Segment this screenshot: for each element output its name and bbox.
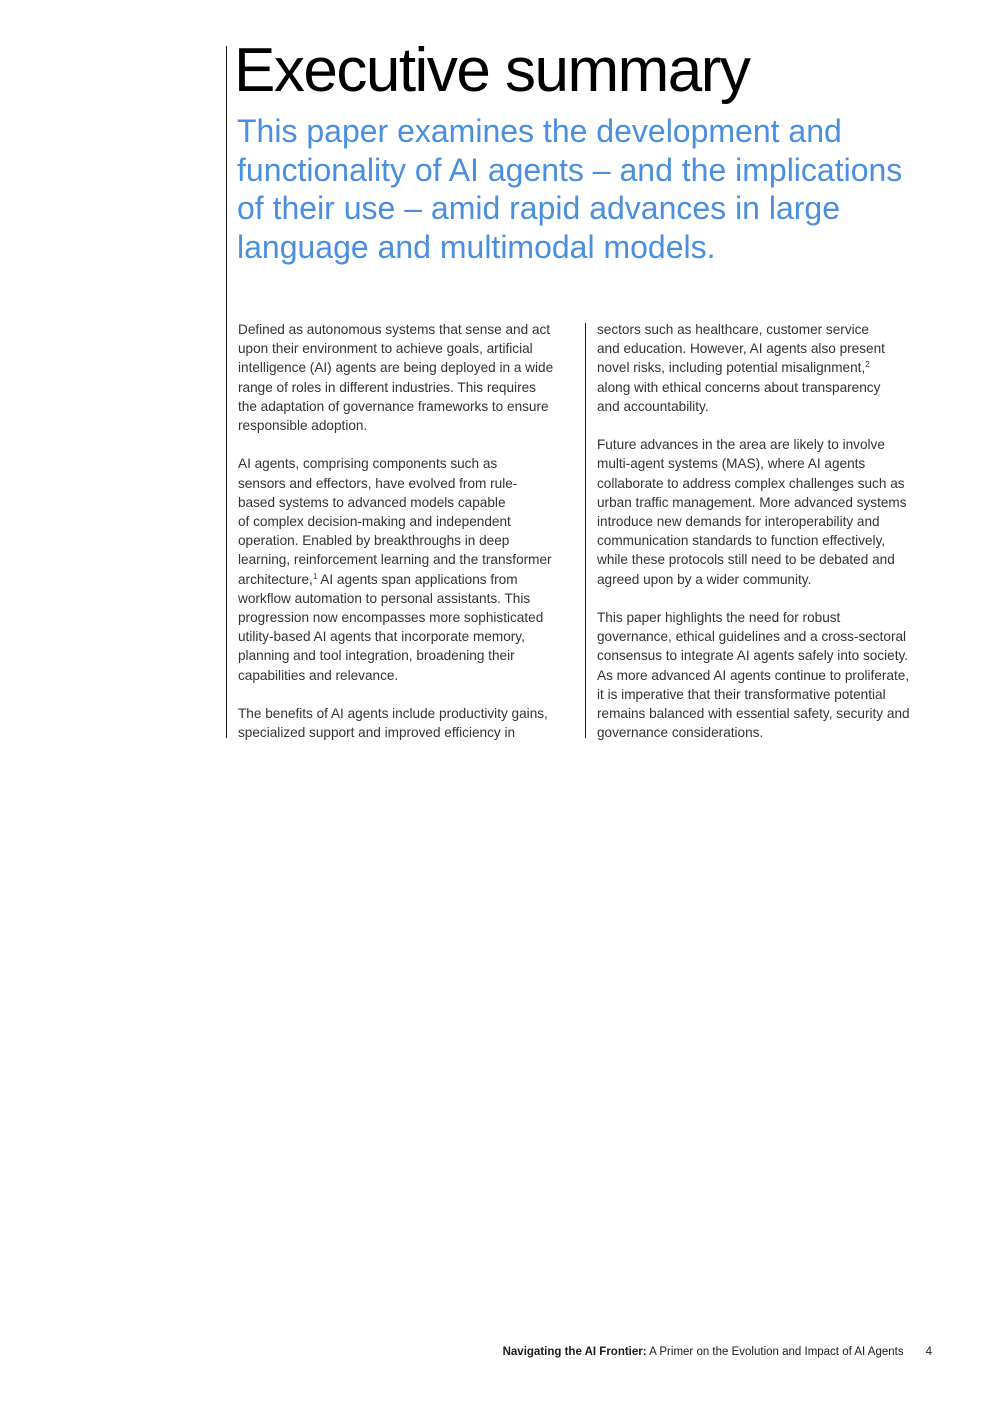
page-number: 4 [925, 1346, 932, 1358]
text-line: of complex decision-making and independent [238, 514, 511, 530]
footer-title-rest: A Primer on the Evolution and Impact of AI Agents [646, 1346, 904, 1358]
text-line: planning and tool integration, broadening their [238, 648, 515, 664]
text-line: capabilities and relevance. [238, 667, 399, 683]
text-line: governance considerations. [597, 725, 764, 741]
text-line: agreed upon by a wider community. [597, 571, 812, 587]
text-line: Future advances in the area are likely to involve [597, 437, 885, 453]
body-column-right [597, 320, 937, 762]
text-fragment: architecture, [238, 571, 313, 587]
text-line: multi-agent systems (MAS), where AI agents [597, 456, 866, 472]
text-line: Defined as autonomous systems that sense and act [238, 322, 551, 337]
text-fragment: novel risks, including potential misalignment, [597, 360, 866, 376]
text-line: The benefits of AI agents include productivity gains, [238, 706, 548, 722]
text-line: communication standards to function effectively, [597, 533, 886, 549]
paragraph-definition [238, 320, 578, 435]
text-fragment: AI agents span applications from [320, 571, 518, 587]
text-line: utility-based AI agents that incorporate memory, [238, 629, 525, 645]
text-line: governance, ethical guidelines and a cross-sectoral [597, 629, 907, 645]
text-line: learning, reinforcement learning and the transformer [238, 552, 552, 568]
left-margin-rule [226, 46, 227, 738]
paragraph-risks [597, 320, 937, 416]
text-line: urban traffic management. More advanced systems [597, 494, 907, 510]
text-line: and education. However, AI agents also present [597, 341, 885, 357]
text-line: based systems to advanced models capable [238, 494, 506, 510]
text-line: range of roles in different industries. This requires [238, 379, 536, 395]
text-line [238, 570, 578, 589]
page-title: Executive summary [234, 36, 750, 105]
footnote-ref-2: 2 [865, 360, 870, 370]
text-line: the adaptation of governance frameworks to ensure [238, 398, 549, 414]
text-line: upon their environment to achieve goals, artificial [238, 341, 533, 357]
text-line: This paper highlights the need for robust [597, 610, 841, 626]
page-footer [503, 1346, 932, 1358]
text-line: it is imperative that their transformative potential [597, 686, 886, 702]
text-line: remains balanced with essential safety, security and [597, 706, 910, 722]
paragraph-benefits [238, 704, 578, 742]
text-line: introduce new demands for interoperability and [597, 514, 880, 530]
text-line: operation. Enabled by breakthroughs in deep [238, 533, 510, 549]
text-line: sectors such as healthcare, customer service [597, 322, 869, 337]
paragraph-conclusion [597, 608, 937, 742]
text-line: along with ethical concerns about transparency [597, 379, 881, 395]
text-line: progression now encompasses more sophisticated [238, 610, 544, 626]
text-line [597, 358, 937, 377]
text-line: As more advanced AI agents continue to proliferate, [597, 667, 910, 683]
column-divider [585, 323, 586, 738]
text-line: consensus to integrate AI agents safely into society. [597, 648, 909, 664]
paragraph-evolution [238, 454, 578, 684]
body-column-left [238, 320, 578, 762]
footer-title-bold: Navigating the AI Frontier: [502, 1346, 647, 1358]
text-line: workflow automation to personal assistants. This [238, 590, 531, 606]
text-line: specialized support and improved efficiency in [238, 725, 516, 741]
intro-standfirst: This paper examines the development and functionality of AI agents – and the implications of their use – amid rapid advances in large language and multimodal models. [237, 113, 903, 265]
footnote-ref-1: 1 [312, 571, 318, 581]
text-line: sensors and effectors, have evolved from rule- [238, 475, 518, 491]
text-line: and accountability. [597, 398, 709, 414]
text-line: while these protocols still need to be debated and [597, 552, 895, 568]
text-line: AI agents, comprising components such as [238, 456, 498, 472]
text-line: responsible adoption. [238, 418, 368, 434]
text-line: collaborate to address complex challenges such as [597, 475, 905, 491]
text-line: intelligence (AI) agents are being deployed in a wide [238, 360, 554, 376]
paragraph-future [597, 435, 937, 589]
